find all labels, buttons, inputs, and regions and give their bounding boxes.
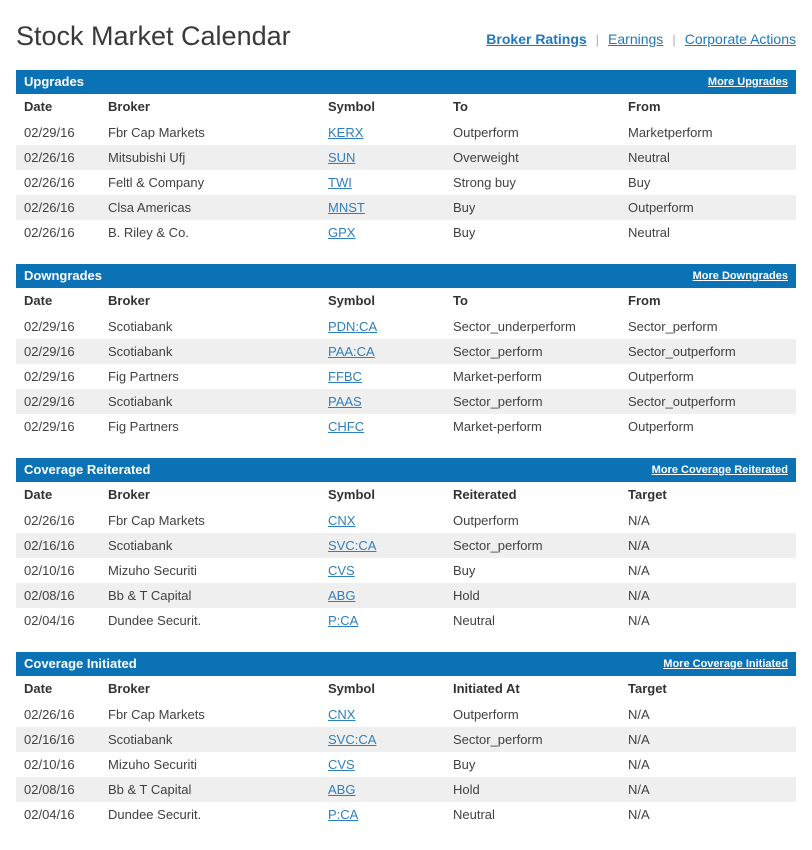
rating-cell: N/A [628,512,650,528]
column-header: Date [24,99,53,115]
symbol-cell [320,752,445,777]
symbol-link[interactable]: P:CA [328,612,359,628]
symbol-cell [320,195,445,220]
column-header-row [16,94,796,120]
broker-cell: Fbr Cap Markets [108,706,205,722]
symbol-cell [320,508,445,533]
column-header: Broker [108,293,150,309]
table-row [16,195,796,220]
column-header: Date [24,487,53,503]
date-cell: 02/26/16 [24,199,75,215]
date-cell: 02/26/16 [24,706,75,722]
date-cell: 02/08/16 [24,587,75,603]
rating-cell: Sector_perform [453,393,543,409]
nav-separator: | [672,31,676,47]
symbol-link[interactable]: ABG [328,781,356,797]
column-header: From [628,293,661,309]
broker-cell: Bb & T Capital [108,587,192,603]
rating-cell: Sector_outperform [628,393,736,409]
broker-cell: Dundee Securit. [108,806,202,822]
symbol-link[interactable]: CHFC [328,418,365,434]
symbol-link[interactable]: SUN [328,149,356,165]
date-cell: 02/26/16 [24,224,75,240]
symbol-link[interactable]: CNX [328,706,356,722]
date-cell: 02/26/16 [24,512,75,528]
nav-link-broker-ratings[interactable]: Broker Ratings [486,30,587,47]
rating-cell: Outperform [628,368,694,384]
date-cell: 02/16/16 [24,731,75,747]
rating-cell: N/A [628,562,650,578]
rating-cell: Marketperform [628,124,713,140]
rating-cell: Market-perform [453,418,542,434]
symbol-link[interactable]: ABG [328,587,356,603]
symbol-link[interactable]: GPX [328,224,356,240]
rating-cell: Buy [453,199,476,215]
broker-cell: Fbr Cap Markets [108,124,205,140]
symbol-cell [320,702,445,727]
page-title: Stock Market Calendar [16,21,291,51]
table-body [16,702,796,827]
column-header: Initiated At [453,681,520,697]
ratings-table [16,288,796,439]
column-header: Date [24,293,53,309]
symbol-cell [320,777,445,802]
rating-cell: N/A [628,806,650,822]
table-row [16,220,796,245]
date-cell: 02/29/16 [24,124,75,140]
rating-cell: Outperform [453,706,519,722]
date-cell: 02/16/16 [24,537,75,553]
column-header-row [16,482,796,508]
broker-cell: Scotiabank [108,537,173,553]
rating-cell: N/A [628,706,650,722]
rating-cell: Sector_perform [628,318,718,334]
symbol-link[interactable]: CVS [328,562,355,578]
symbol-link[interactable]: KERX [328,124,364,140]
rating-cell: Outperform [628,199,694,215]
column-header: To [453,293,468,309]
date-cell: 02/04/16 [24,806,75,822]
broker-cell: Clsa Americas [108,199,192,215]
broker-cell: Bb & T Capital [108,781,192,797]
rating-cell: Hold [453,587,480,603]
broker-cell: Scotiabank [108,343,173,359]
rating-cell: N/A [628,731,650,747]
rating-cell: N/A [628,537,650,553]
broker-cell: Mizuho Securiti [108,562,197,578]
symbol-cell [320,120,445,145]
symbol-cell [320,727,445,752]
symbol-cell [320,389,445,414]
section-title: Downgrades [24,268,103,284]
rating-cell: Overweight [453,149,519,165]
more-link[interactable]: More Downgrades [692,269,788,282]
table-row [16,777,796,802]
ratings-table [16,94,796,245]
table-row [16,339,796,364]
rating-cell: Neutral [628,149,670,165]
broker-cell: B. Riley & Co. [108,224,189,240]
symbol-cell [320,170,445,195]
date-cell: 02/29/16 [24,393,75,409]
sections-container [16,70,796,827]
rating-cell: N/A [628,756,650,772]
more-link[interactable]: More Coverage Reiterated [651,463,788,476]
section-header-bar [16,264,796,288]
column-header: From [628,99,661,115]
column-header: Reiterated [453,487,517,503]
date-cell: 02/26/16 [24,174,75,190]
table-row [16,533,796,558]
more-link[interactable]: More Upgrades [707,75,788,88]
date-cell: 02/10/16 [24,756,75,772]
rating-cell: Neutral [453,806,495,822]
rating-cell: Sector_underperform [453,318,576,334]
rating-cell: Hold [453,781,480,797]
date-cell: 02/29/16 [24,318,75,334]
column-header: Target [628,487,667,503]
symbol-cell [320,533,445,558]
symbol-cell [320,558,445,583]
section-title: Coverage Initiated [24,656,137,672]
rating-cell: Market-perform [453,368,542,384]
symbol-cell [320,145,445,170]
column-header: Symbol [328,293,375,309]
table-row [16,752,796,777]
table-row [16,145,796,170]
symbol-cell [320,802,445,827]
date-cell: 02/29/16 [24,343,75,359]
column-header: Target [628,681,667,697]
table-row [16,508,796,533]
symbol-link[interactable]: FFBC [328,368,362,384]
symbol-cell [320,608,445,633]
column-header-row [16,288,796,314]
broker-cell: Mizuho Securiti [108,756,197,772]
nav-separator: | [595,31,600,47]
ratings-section [16,70,796,245]
rating-cell: Sector_perform [453,537,543,553]
symbol-cell [320,339,445,364]
table-row [16,583,796,608]
rating-cell: Outperform [453,124,519,140]
rating-cell: Sector_outperform [628,343,736,359]
column-header: Symbol [328,487,375,503]
section-title: Upgrades [24,74,84,90]
symbol-link[interactable]: TWI [328,174,352,190]
table-body [16,120,796,245]
broker-cell: Scotiabank [108,731,173,747]
broker-cell: Fbr Cap Markets [108,512,205,528]
rating-cell: Buy [453,756,476,772]
rating-cell: Buy [453,562,476,578]
symbol-link[interactable]: PAA:CA [328,343,375,359]
broker-cell: Fig Partners [108,368,179,384]
table-body [16,314,796,439]
table-body [16,508,796,633]
rating-cell: Buy [628,174,651,190]
broker-cell: Scotiabank [108,393,173,409]
broker-cell: Fig Partners [108,418,179,434]
rating-cell: N/A [628,612,650,628]
rating-cell: N/A [628,781,650,797]
column-header: Broker [108,681,150,697]
rating-cell: Sector_perform [453,343,543,359]
table-row [16,414,796,439]
broker-cell: Feltl & Company [108,174,205,190]
ratings-table [16,482,796,633]
ratings-section [16,458,796,633]
date-cell: 02/04/16 [24,612,75,628]
date-cell: 02/10/16 [24,562,75,578]
symbol-link[interactable]: SVC:CA [328,731,377,747]
column-header: Broker [108,99,150,115]
broker-cell: Scotiabank [108,318,173,334]
broker-cell: Dundee Securit. [108,612,202,628]
ratings-section [16,264,796,439]
rating-cell: N/A [628,587,650,603]
ratings-table [16,676,796,827]
ratings-section [16,652,796,827]
symbol-cell [320,583,445,608]
column-header: To [453,99,468,115]
symbol-cell [320,314,445,339]
symbol-link[interactable]: MNST [328,199,365,215]
nav-link-earnings[interactable]: Earnings [608,30,664,47]
table-row [16,702,796,727]
table-row [16,608,796,633]
date-cell: 02/29/16 [24,418,75,434]
symbol-cell [320,220,445,245]
date-cell: 02/08/16 [24,781,75,797]
rating-cell: Outperform [628,418,694,434]
rating-cell: Neutral [628,224,670,240]
rating-cell: Outperform [453,512,519,528]
symbol-cell [320,364,445,389]
symbol-link[interactable]: CVS [328,756,355,772]
table-row [16,314,796,339]
table-row [16,389,796,414]
section-header-bar [16,652,796,676]
table-row [16,727,796,752]
rating-cell: Buy [453,224,476,240]
symbol-link[interactable]: SVC:CA [328,537,377,553]
page-header [16,0,796,52]
symbol-link[interactable]: P:CA [328,806,359,822]
column-header: Date [24,681,53,697]
table-row [16,802,796,827]
section-title: Coverage Reiterated [24,462,151,478]
column-header-row [16,676,796,702]
column-header: Symbol [328,681,375,697]
table-row [16,120,796,145]
symbol-cell [320,414,445,439]
section-header-bar [16,70,796,94]
more-link[interactable]: More Coverage Initiated [663,657,788,670]
date-cell: 02/29/16 [24,368,75,384]
symbol-link[interactable]: PAAS [328,393,362,409]
nav-link-corporate-actions[interactable]: Corporate Actions [684,30,796,47]
table-row [16,170,796,195]
top-nav [486,31,796,52]
symbol-link[interactable]: CNX [328,512,356,528]
column-header: Symbol [328,99,375,115]
rating-cell: Sector_perform [453,731,543,747]
broker-cell: Mitsubishi Ufj [108,149,186,165]
rating-cell: Strong buy [453,174,516,190]
date-cell: 02/26/16 [24,149,75,165]
symbol-link[interactable]: PDN:CA [328,318,378,334]
table-row [16,558,796,583]
section-header-bar [16,458,796,482]
table-row [16,364,796,389]
column-header: Broker [108,487,150,503]
rating-cell: Neutral [453,612,495,628]
